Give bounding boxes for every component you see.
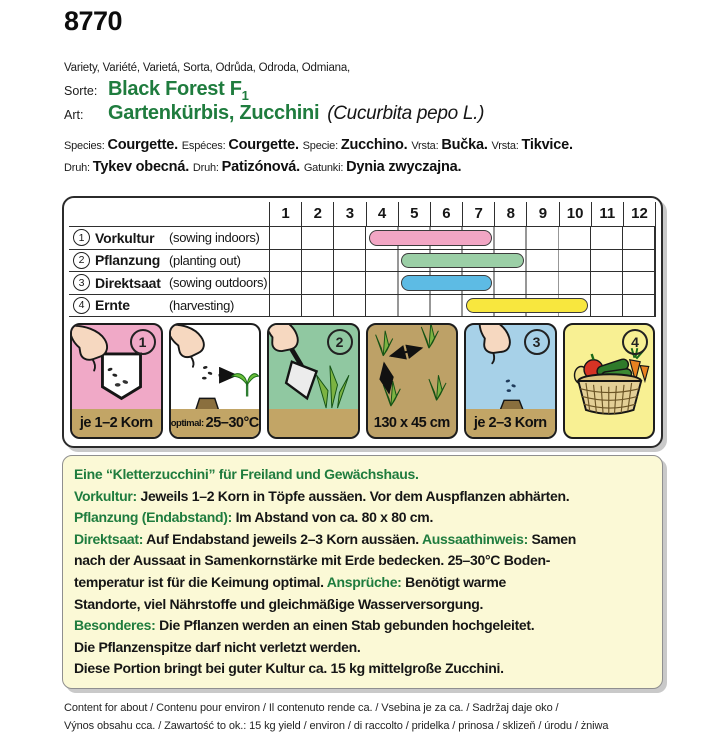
panel-badge: 4 bbox=[622, 329, 648, 355]
row-name-de: Ernte bbox=[95, 297, 130, 314]
panel-soil-band bbox=[269, 409, 358, 437]
calendar-row-ernte bbox=[69, 295, 656, 318]
panel-caption: je 1–2 Korn bbox=[72, 409, 161, 437]
variety-multilang-line: Variety, Variété, Varietá, Sorta, Odrůda, Odroda, Odmiana, bbox=[64, 62, 351, 74]
calendar-row-direktsaat bbox=[69, 272, 656, 295]
calendar-and-pictograms-frame bbox=[62, 196, 663, 448]
species-line-2: Druh: Tykev obecná. Druh: Patizónová. Gatunki: Dynia zwyczajna. bbox=[64, 159, 462, 175]
month-header-cell: 3 bbox=[334, 202, 366, 226]
f1-subscript: 1 bbox=[241, 88, 249, 103]
panel-caption: je 2–3 Korn bbox=[466, 409, 555, 437]
row-label bbox=[69, 295, 269, 317]
panel-sow-in-pots bbox=[70, 323, 163, 439]
month-header-cell: 6 bbox=[431, 202, 463, 226]
calendar-bar-ernte bbox=[466, 298, 588, 314]
row-label bbox=[69, 250, 269, 272]
calendar-row-pflanzung bbox=[69, 250, 656, 273]
row-month-grid bbox=[269, 272, 656, 294]
month-header-cells bbox=[269, 202, 656, 226]
panel-optimal-temperature bbox=[169, 323, 262, 439]
month-header-cell: 9 bbox=[527, 202, 559, 226]
row-number-circle: 4 bbox=[73, 297, 90, 314]
row-month-grid bbox=[269, 295, 656, 317]
calendar-bar-direktsaat bbox=[401, 275, 491, 291]
month-header-cell: 2 bbox=[302, 202, 334, 226]
calendar-bar-pflanzung bbox=[401, 253, 523, 269]
calendar-row-vorkultur bbox=[69, 227, 656, 250]
month-header-cell: 7 bbox=[463, 202, 495, 226]
month-header-cell: 11 bbox=[592, 202, 624, 226]
sorte-label: Sorte: bbox=[64, 84, 98, 98]
row-name-en: (sowing indoors) bbox=[169, 230, 260, 246]
month-header-cell: 1 bbox=[270, 202, 302, 226]
footer-line-1: Content for about / Contenu pour environ / Il contenuto rende ca. / Vsebina je za ca. / Sadržaj daje oko / bbox=[64, 702, 559, 714]
latin-name: (Cucurbita pepo L.) bbox=[327, 103, 485, 124]
month-header-cell: 10 bbox=[560, 202, 592, 226]
species-line-1: Species: Courgette. Espéces: Courgette. Specie: Zucchino. Vrsta: Bučka. Vrsta: Tikvice. bbox=[64, 137, 573, 153]
row-number-circle: 1 bbox=[73, 229, 90, 246]
content-footer bbox=[64, 700, 608, 735]
row-name-en: (harvesting) bbox=[169, 297, 235, 313]
product-number: 8770 bbox=[64, 6, 123, 36]
calendar-bar-vorkultur bbox=[369, 230, 491, 246]
sowing-calendar bbox=[69, 202, 656, 317]
species-common-name: Gartenkürbis, Zucchini bbox=[108, 102, 320, 124]
panel-badge: 1 bbox=[130, 329, 156, 355]
panel-badge: 2 bbox=[327, 329, 353, 355]
month-header-cell: 8 bbox=[495, 202, 527, 226]
panel-harvest-basket bbox=[563, 323, 656, 439]
art-row bbox=[64, 102, 484, 125]
panel-direct-sowing bbox=[464, 323, 557, 439]
row-number-circle: 3 bbox=[73, 274, 90, 291]
row-name-de: Direktsaat bbox=[95, 274, 161, 291]
panel-plant-spacing bbox=[366, 323, 459, 439]
cultivation-info-box: Eine “Kletterzucchini” für Freiland und Gewächshaus. Vorkultur: Jeweils 1–2 Korn in Töpfe aussäen. Vor dem Auspflanzen abhärten. Pflanzung (Endabstand): Im Abstand von ca. 80 x 80 cm. Direktsaat: Auf Endabstand jeweils 2–3 Korn aussäen. Aussaathinweis: Samen nach der Aussaat in Samenkornstärke mit Erde bedecken. 25–30°C Boden- temperatur ist für die Keimung optimal. Ansprüche: Benötigt warme Standorte, viel Nährstoffe und gleichmäßige Wasserversorgung. Besonderes: Die Pflanzen werden an einen Stab gebunden hochgeleitet. Die Pflanzenspitze darf nicht verletzt werden. Diese Portion bringt bei guter Kultur ca. 15 kg mittelgroße Zucchini. bbox=[62, 455, 663, 689]
row-month-grid bbox=[269, 227, 656, 249]
row-name-en: (sowing outdoors) bbox=[169, 275, 268, 291]
panel-caption: optimal: 25–30°C bbox=[171, 409, 260, 437]
row-number-circle: 2 bbox=[73, 252, 90, 269]
row-name-en: (planting out) bbox=[169, 252, 241, 268]
art-label: Art: bbox=[64, 108, 84, 122]
row-name-de: Pflanzung bbox=[95, 252, 161, 269]
month-header-cell: 5 bbox=[399, 202, 431, 226]
row-name-de: Vorkultur bbox=[95, 229, 155, 246]
panel-caption: 130 x 45 cm bbox=[373, 415, 450, 431]
footer-line-2: Výnos obsahu cca. / Zawartość to ok.: 15 kg yield / environ / di raccolto / pridelka / prinosa / sklizeň / úrodu / żniwa bbox=[64, 719, 609, 732]
instruction-pictograms bbox=[70, 323, 655, 439]
row-label bbox=[69, 227, 269, 249]
row-label bbox=[69, 272, 269, 294]
calendar-header-spacer bbox=[69, 202, 269, 226]
panel-planting-out bbox=[267, 323, 360, 439]
sorte-row bbox=[64, 78, 249, 103]
row-month-grid bbox=[269, 250, 656, 272]
variety-name: Black Forest $F_1$ bbox=[108, 78, 249, 103]
caption-prefix: optimal: bbox=[170, 417, 204, 429]
month-header-cell: 4 bbox=[367, 202, 399, 226]
month-header-cell: 12 bbox=[631, 205, 648, 222]
panel-badge: 3 bbox=[524, 329, 550, 355]
calendar-header-row bbox=[69, 202, 656, 227]
